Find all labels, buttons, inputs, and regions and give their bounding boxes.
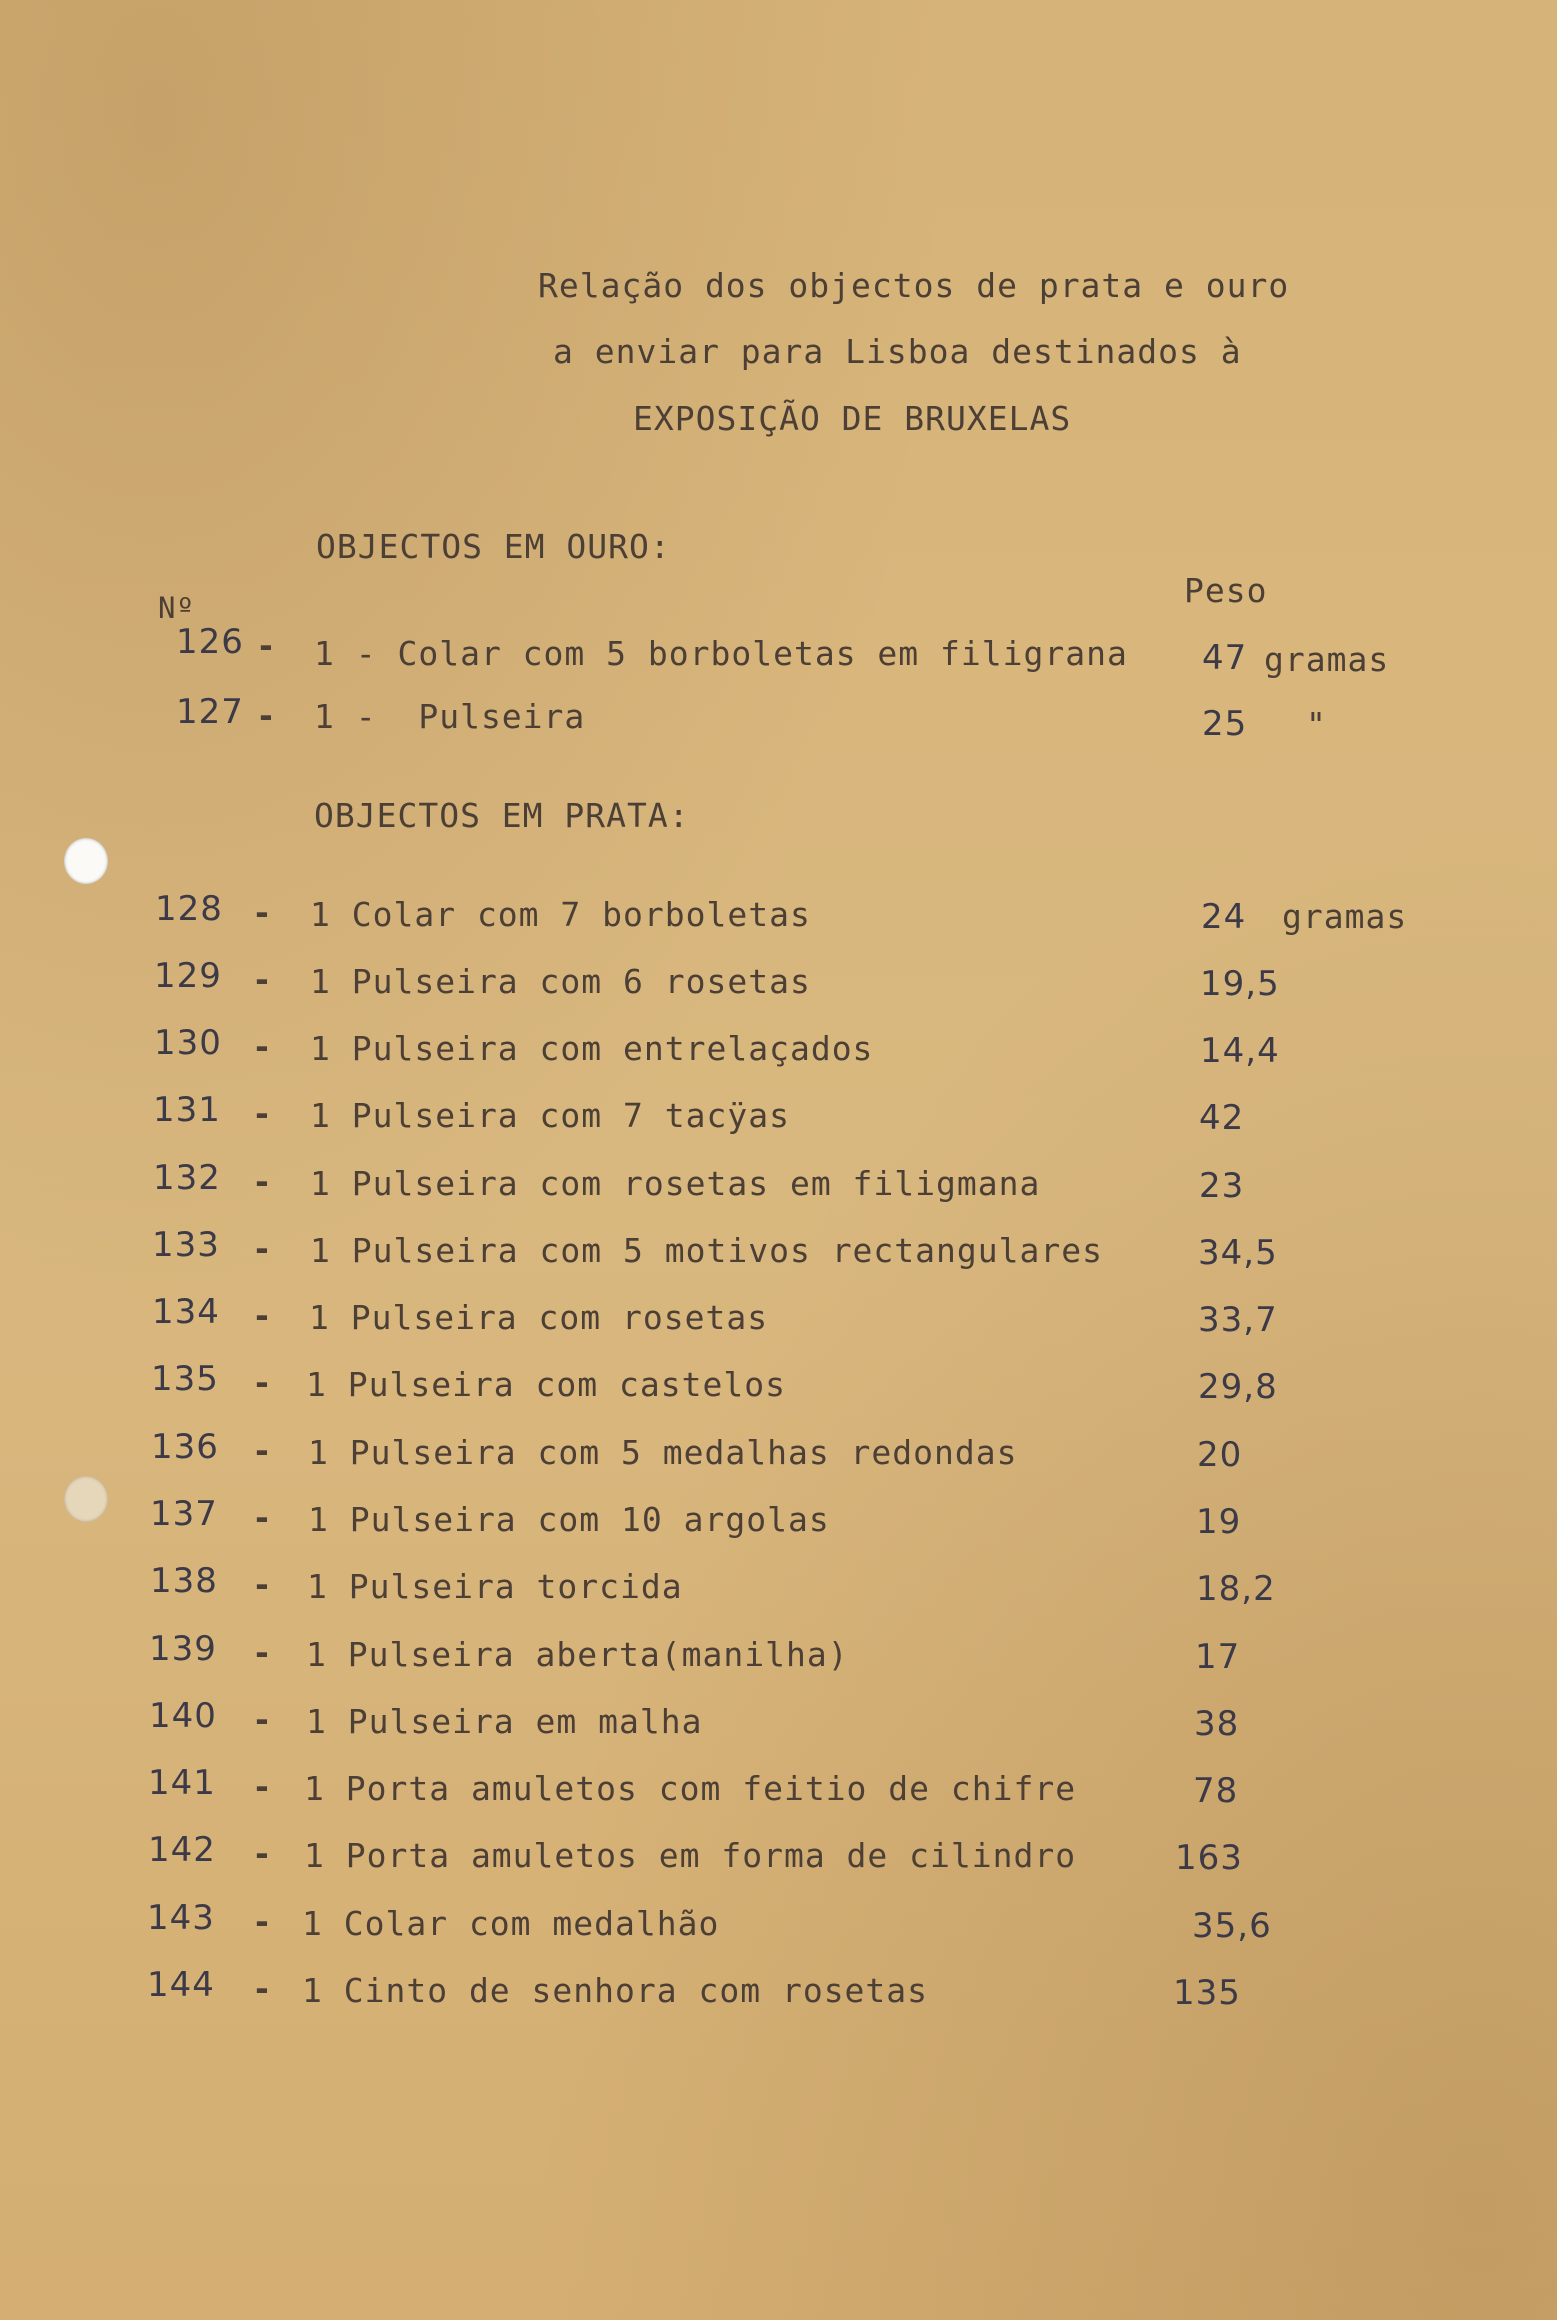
item-weight: 78 — [1193, 1771, 1239, 1811]
item-dash: - — [256, 696, 277, 735]
item-weight: 24 — [1201, 897, 1247, 937]
item-weight: 18,2 — [1196, 1569, 1276, 1609]
title-line-1: Relação dos objectos de prata e ouro — [538, 266, 1290, 305]
item-number: 134 — [152, 1292, 220, 1332]
item-description: 1 Pulseira com castelos — [306, 1365, 786, 1404]
item-description: 1 Pulseira com 7 tacÿas — [310, 1096, 790, 1135]
gold-section-heading: OBJECTOS EM OURO: — [316, 527, 671, 566]
item-description: 1 Pulseira com rosetas em filigmana — [310, 1164, 1041, 1203]
item-weight: 135 — [1173, 1973, 1241, 2013]
item-description: 1 - Pulseira — [314, 697, 586, 736]
item-dash: - — [252, 1094, 273, 1133]
item-dash: - — [252, 1834, 273, 1873]
item-weight: 34,5 — [1198, 1233, 1278, 1273]
item-description: 1 Colar com 7 borboletas — [310, 895, 811, 934]
item-dash: - — [252, 1162, 273, 1201]
item-dash: - — [252, 1700, 273, 1739]
item-description: 1 Pulseira torcida — [307, 1567, 683, 1606]
item-number: 128 — [155, 889, 223, 929]
item-number: 132 — [153, 1158, 221, 1198]
title-line-3: EXPOSIÇÃO DE BRUXELAS — [633, 399, 1072, 438]
item-number: 137 — [150, 1494, 218, 1534]
item-number: 143 — [147, 1898, 215, 1938]
item-number: 142 — [148, 1830, 216, 1870]
item-weight: 23 — [1199, 1166, 1245, 1206]
item-weight: 163 — [1175, 1838, 1243, 1878]
item-description: 1 Pulseira com 10 argolas — [308, 1500, 830, 1539]
item-dash: - — [252, 893, 273, 932]
item-dash: - — [252, 1565, 273, 1604]
item-weight: 19,5 — [1200, 964, 1280, 1004]
silver-section-heading: OBJECTOS EM PRATA: — [314, 796, 690, 835]
item-description: 1 Pulseira aberta(manilha) — [306, 1635, 849, 1674]
item-dash: - — [252, 1767, 273, 1806]
title-line-2: a enviar para Lisboa destinados à — [553, 332, 1242, 371]
item-weight: 33,7 — [1198, 1300, 1278, 1340]
item-dash: - — [252, 1969, 273, 2008]
item-weight: 17 — [1195, 1637, 1241, 1677]
item-number: 130 — [154, 1023, 222, 1063]
item-description: 1 Pulseira com 6 rosetas — [310, 962, 811, 1001]
item-unit: gramas — [1282, 897, 1408, 936]
item-dash: - — [252, 1902, 273, 1941]
item-weight: 20 — [1197, 1435, 1243, 1475]
item-weight: 19 — [1196, 1502, 1242, 1542]
item-number: 131 — [153, 1090, 221, 1130]
item-description: 1 Porta amuletos com feitio de chifre — [304, 1769, 1077, 1808]
item-description: 1 Colar com medalhão — [302, 1904, 720, 1943]
item-weight: 35,6 — [1192, 1906, 1272, 1946]
item-number: 129 — [154, 956, 222, 996]
item-dash: - — [256, 626, 277, 665]
item-dash: - — [252, 1633, 273, 1672]
item-description: 1 Cinto de senhora com rosetas — [302, 1971, 929, 2010]
item-weight: 47 — [1202, 638, 1248, 678]
item-description: 1 Pulseira com 5 medalhas redondas — [308, 1433, 1018, 1472]
item-unit: gramas — [1264, 640, 1390, 679]
item-description: 1 - Colar com 5 borboletas em filigrana — [314, 634, 1128, 673]
item-weight: 38 — [1194, 1704, 1240, 1744]
item-number: 139 — [149, 1629, 217, 1669]
item-number: 141 — [148, 1763, 216, 1803]
item-number: 140 — [149, 1696, 217, 1736]
item-dash: - — [252, 1498, 273, 1537]
number-column-label: Nº — [158, 591, 195, 625]
item-description: 1 Pulseira com entrelaçados — [310, 1029, 874, 1068]
item-weight: 29,8 — [1198, 1367, 1278, 1407]
item-number: 127 — [176, 692, 244, 732]
item-number: 135 — [151, 1359, 219, 1399]
item-dash: - — [252, 1431, 273, 1470]
item-unit: " — [1306, 705, 1327, 744]
item-description: 1 Pulseira com 5 motivos rectangulares — [310, 1231, 1103, 1270]
item-dash: - — [252, 1229, 273, 1268]
item-weight: 14,4 — [1200, 1031, 1280, 1071]
item-weight: 42 — [1199, 1098, 1245, 1138]
item-number: 133 — [152, 1225, 220, 1265]
item-dash: - — [252, 960, 273, 999]
item-dash: - — [252, 1027, 273, 1066]
punch-hole — [64, 838, 108, 884]
torn-punch-hole — [64, 1476, 108, 1522]
weight-column-label: Peso — [1184, 571, 1268, 610]
item-number: 144 — [147, 1965, 215, 2005]
item-weight: 25 — [1202, 704, 1248, 744]
item-dash: - — [252, 1363, 273, 1402]
item-dash: - — [252, 1296, 273, 1335]
item-description: 1 Porta amuletos em forma de cilindro — [304, 1836, 1077, 1875]
item-description: 1 Pulseira em malha — [306, 1702, 703, 1741]
item-description: 1 Pulseira com rosetas — [309, 1298, 769, 1337]
item-number: 138 — [150, 1561, 218, 1601]
item-number: 126 — [176, 622, 244, 662]
item-number: 136 — [151, 1427, 219, 1467]
